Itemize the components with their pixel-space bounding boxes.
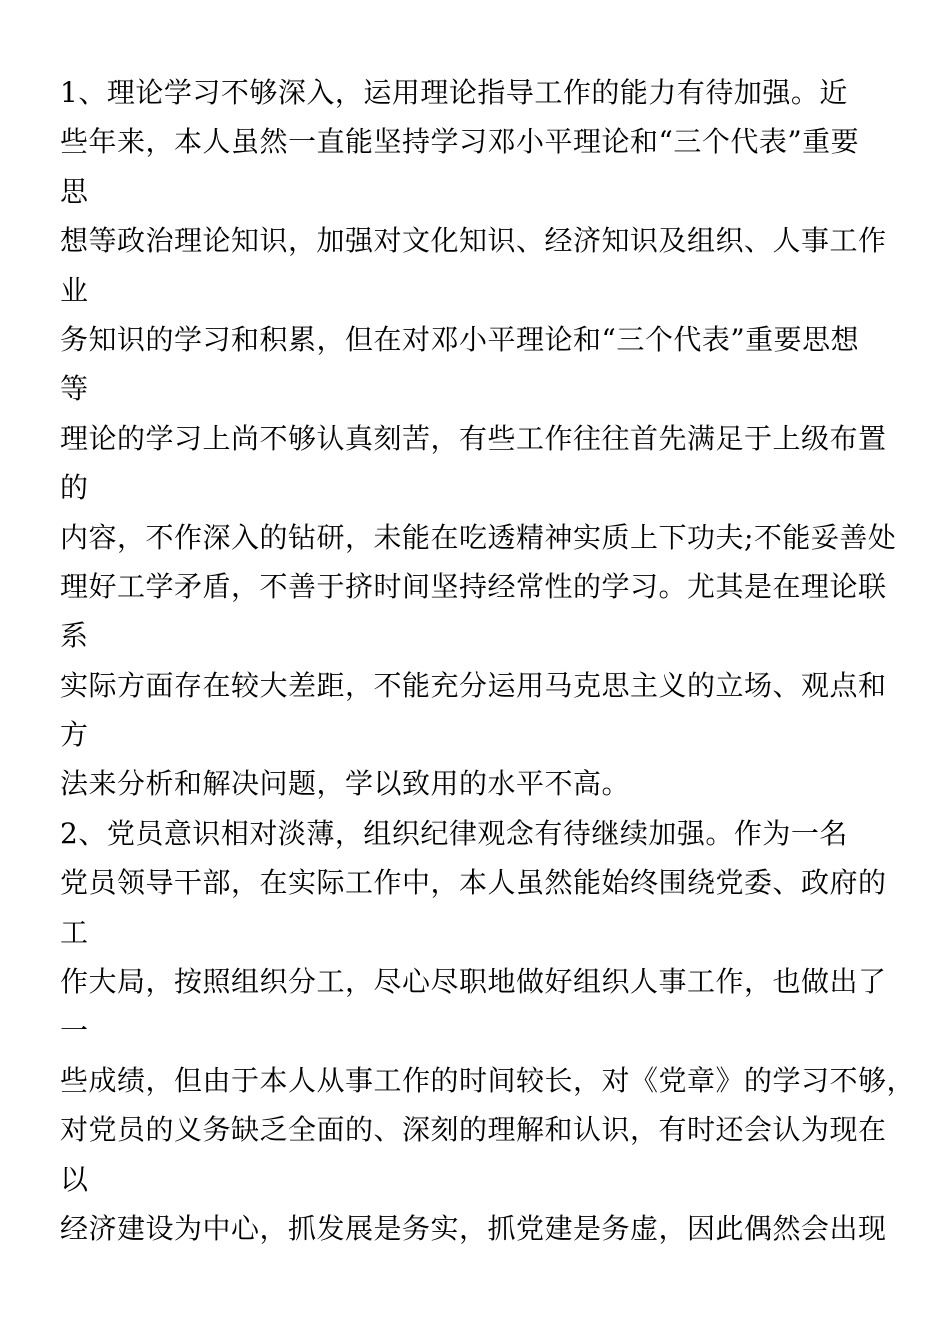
text-line: 法来分析和解决问题，学以致用的水平不高。 bbox=[60, 767, 631, 801]
text-line: 一 bbox=[60, 1014, 89, 1048]
text-line: 以 bbox=[60, 1162, 89, 1196]
text-line: 对党员的义务缺乏全面的、深刻的理解和认识，有时还会认为现在 bbox=[60, 1113, 887, 1147]
text-line: 党员领导干部，在实际工作中，本人虽然能始终围绕党委、政府的 bbox=[60, 866, 887, 900]
document-text bbox=[60, 68, 920, 1253]
text-line: 2、党员意识相对淡薄，组织纪律观念有待继续加强。作为一名 bbox=[60, 816, 848, 850]
text-line: 理论的学习上尚不够认真刻苦，有些工作往往首先满足于上级布置 bbox=[60, 421, 887, 455]
text-line: 理好工学矛盾，不善于挤时间坚持经常性的学习。尤其是在理论联 bbox=[60, 569, 887, 603]
text-line: 想等政治理论知识，加强对文化知识、经济知识及组织、人事工作 bbox=[60, 224, 887, 258]
text-line: 实际方面存在较大差距，不能充分运用马克思主义的立场、观点和 bbox=[60, 668, 887, 702]
text-line: 务知识的学习和积累，但在对邓小平理论和“三个代表”重要思想 bbox=[60, 322, 860, 356]
text-line: 经济建设为中心，抓发展是务实，抓党建是务虚，因此偶然会出现 bbox=[60, 1211, 887, 1245]
text-line: 等 bbox=[60, 372, 89, 406]
text-line: 些年来，本人虽然一直能坚持学习邓小平理论和“三个代表”重要 bbox=[60, 125, 860, 159]
text-line: 方 bbox=[60, 718, 89, 752]
text-line: 思 bbox=[60, 174, 89, 208]
text-line: 作大局，按照组织分工，尽心尽职地做好组织人事工作，也做出了 bbox=[60, 965, 887, 999]
text-line: 的 bbox=[60, 471, 89, 505]
text-line: 些成绩，但由于本人从事工作的时间较长，对《党章》的学习不够， bbox=[60, 1063, 916, 1097]
text-line: 业 bbox=[60, 273, 89, 307]
text-line: 系 bbox=[60, 619, 89, 653]
text-line: 内容，不作深入的钻研，未能在吃透精神实质上下功夫;不能妥善处 bbox=[60, 520, 897, 554]
text-line: 1、理论学习不够深入，运用理论指导工作的能力有待加强。近 bbox=[60, 76, 848, 109]
text-line: 工 bbox=[60, 915, 89, 949]
